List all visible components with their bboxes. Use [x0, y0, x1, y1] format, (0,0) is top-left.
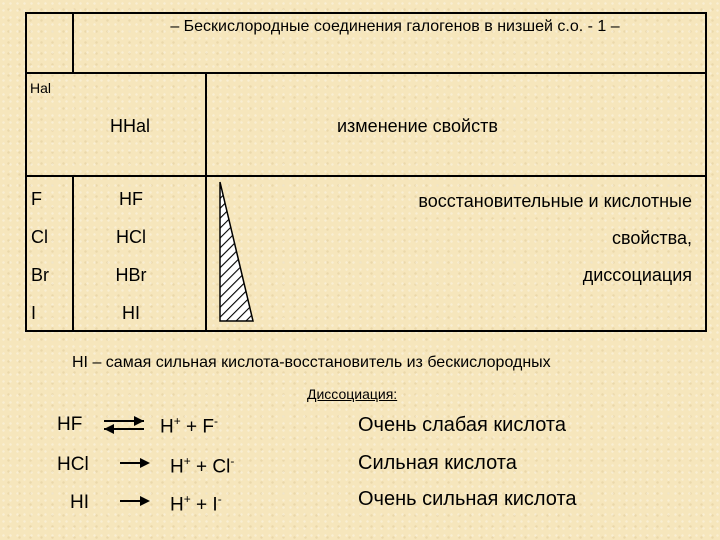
hf-products: [160, 414, 218, 438]
anion-charge: -: [214, 414, 219, 428]
element-i: I: [31, 303, 37, 323]
table-top-border: [25, 12, 707, 14]
anion-charge: -: [217, 492, 222, 506]
anion-cl: Cl: [212, 456, 231, 478]
forward-arrow-icon: [118, 455, 152, 471]
compound-hbr: HBr: [115, 265, 147, 285]
property-line-2: свойства,: [611, 228, 692, 248]
compound-hf: HF: [119, 189, 143, 209]
anion-f: F: [202, 416, 215, 438]
hhal-header: HHal: [110, 116, 151, 136]
slide-title: – Бескислородные соединения галогенов в низшей с.о. - 1 –: [170, 18, 620, 35]
hi-description: Очень сильная кислота: [358, 488, 577, 510]
hcl-description: Сильная кислота: [358, 452, 517, 474]
table-col-divider-hhal: [205, 74, 207, 332]
hf-description: Очень слабая кислота: [358, 414, 566, 436]
reversible-arrow-icon: [100, 414, 148, 436]
cation-charge: +: [183, 454, 191, 468]
table-col-divider-elements: [72, 175, 74, 332]
element-br: Br: [31, 265, 49, 285]
cation-charge: +: [173, 414, 181, 428]
hydrogen-halides-column: [96, 180, 166, 332]
plus-sign: +: [196, 494, 208, 516]
element-cl: Cl: [31, 227, 48, 247]
property-line-1: восстановительные и кислотные: [418, 191, 692, 211]
table-row-divider-header: [25, 175, 707, 177]
hal-label: Hal: [30, 80, 52, 96]
properties-header: изменение свойств: [337, 116, 498, 136]
plus-sign: +: [186, 416, 198, 438]
table-row-divider-top: [25, 72, 707, 74]
table-diagonal-divider: [72, 12, 74, 72]
acid-hi: HI: [70, 492, 89, 513]
element-f: F: [31, 189, 42, 209]
cation-h: H: [170, 456, 184, 478]
cation-h: H: [170, 494, 184, 516]
cation-charge: +: [183, 492, 191, 506]
elements-column: [31, 180, 49, 332]
plus-sign: +: [196, 456, 208, 478]
hi-note: HI – самая сильная кислота-восстановитель из бескислородных: [72, 354, 551, 371]
acid-hf: HF: [57, 414, 83, 435]
increase-wedge-icon: [210, 178, 260, 328]
table-right-border: [705, 12, 707, 332]
cation-h: H: [160, 416, 174, 438]
anion-i: I: [212, 494, 218, 516]
acid-hcl: HCl: [57, 454, 89, 475]
hcl-products: [170, 454, 234, 478]
hi-products: [170, 492, 222, 516]
property-line-3: диссоциация: [582, 265, 692, 285]
compound-hcl: HCl: [116, 227, 146, 247]
anion-charge: -: [230, 454, 235, 468]
properties-cell: [270, 183, 692, 294]
compound-hi: HI: [122, 303, 140, 323]
forward-arrow-icon: [118, 493, 152, 509]
table-left-border: [25, 12, 27, 332]
dissociation-heading: Диссоциация:: [307, 386, 398, 402]
